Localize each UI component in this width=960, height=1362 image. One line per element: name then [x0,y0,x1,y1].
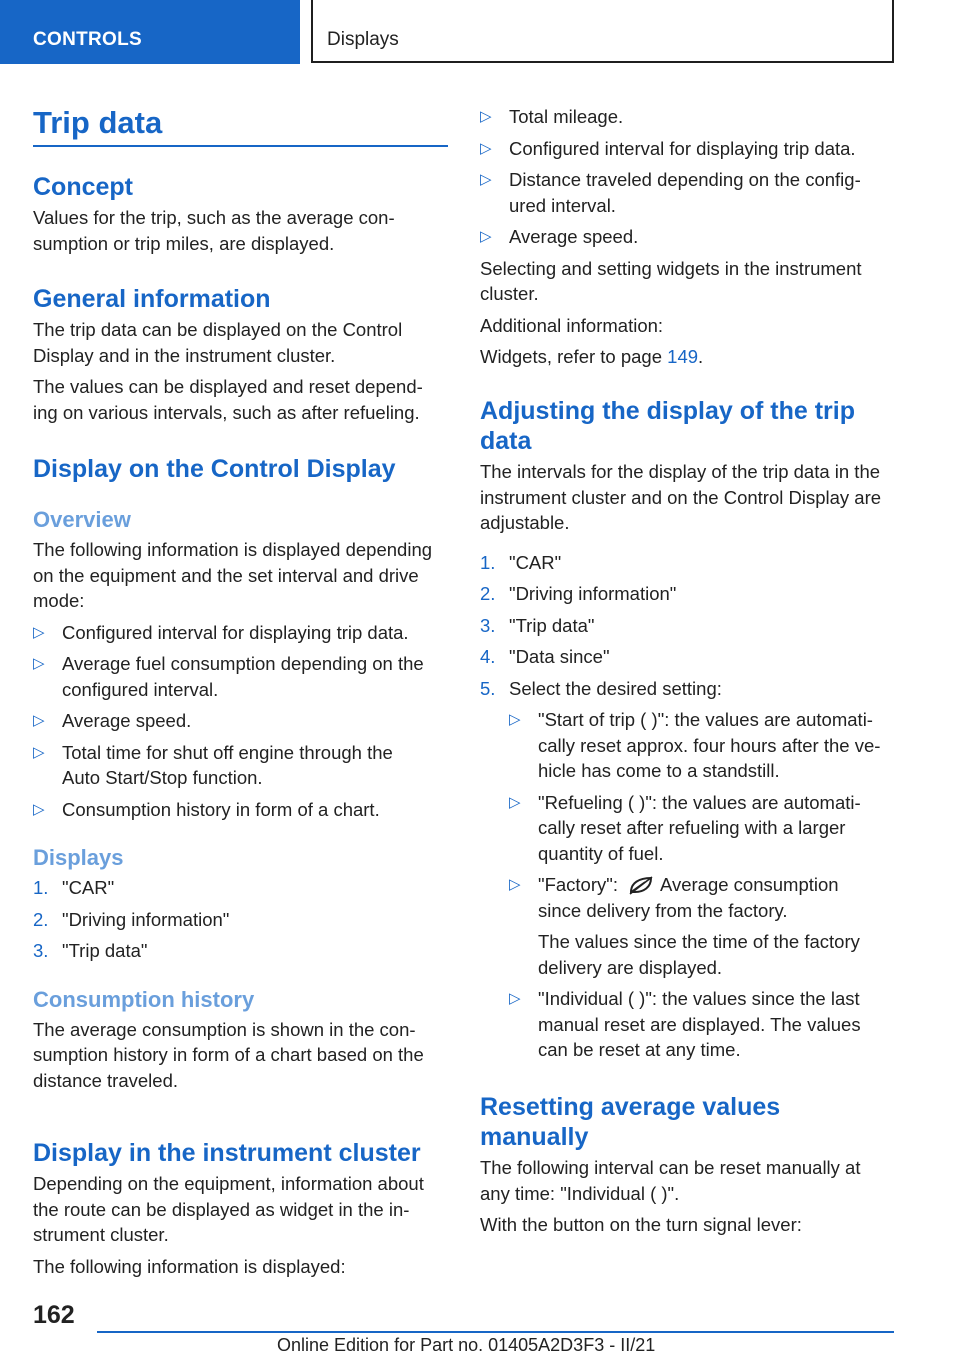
displays-heading: Displays [33,845,124,870]
footer-rule [97,1331,894,1333]
step-item: 2. "Driving information" [480,583,677,604]
step-item: 1. "CAR" [480,551,562,573]
setting-options [480,707,900,1063]
section-tab [0,0,300,64]
overview-text: The following information is displayed depending on the equipment and the set interval and drive mode: [33,539,433,611]
displays-steps [33,875,453,964]
list-item: ▷ "Refueling ( )": the values are automati- cally reset after refueling with a larger quantity of fuel. [509,791,861,864]
reset-text-1: The following interval can be reset manually at any time: "Individual ( )". [480,1157,861,1204]
triangle-bullet-icon: ▷ [480,108,492,125]
overview-bullet-list [33,620,453,823]
reset-heading: Resetting average values manually [480,1093,781,1151]
general-text-1: The trip data can be displayed on the Control Display and in the instrument cluster. [33,319,403,366]
adjust-heading: Adjusting the display of the trip data [480,397,855,455]
triangle-bullet-icon: ▷ [509,793,521,811]
triangle-bullet-icon: ▷ [480,139,492,157]
cluster-heading: Display in the instrument cluster [33,1139,421,1167]
consumption-history-heading: Consumption history [33,986,255,1012]
list-item: ▷ Average speed. [33,708,453,734]
step-item: 3. "Trip data" [480,614,595,636]
chapter-label: Displays [327,29,399,50]
general-text-2: The values can be displayed and reset depend- ing on various intervals, such as after refueling. [33,376,423,423]
section-label: CONTROLS [33,29,143,50]
cluster-text-2: The following information is displayed: [33,1255,346,1277]
triangle-bullet-icon: ▷ [33,655,45,672]
list-item: ▷ Consumption history in form of a chart. [33,797,453,823]
concept-heading: Concept [33,173,133,201]
page-title: Trip data [33,105,163,140]
list-item: ▷ Configured interval for displaying trip data. [480,136,900,162]
list-item: ▷ "Factory": Average consumption since delivery from the factory. The values since the time of the factory delivery are displayed. [509,872,900,980]
reset-text-2: With the button on the turn signal lever: [480,1214,802,1235]
list-item: ▷ Total mileage. [480,104,900,130]
list-item: ▷ Average fuel consumption depending on the configured interval. [33,653,424,700]
title-rule [33,145,448,147]
widgets-text: Selecting and setting widgets in the instrument cluster. [480,257,862,304]
triangle-bullet-icon: ▷ [480,228,492,245]
adjust-text: The intervals for the display of the trip data in the instrument cluster and on the Control Display are adjustable. [480,461,882,533]
adjust-section [480,396,900,1063]
triangle-bullet-icon: ▷ [33,743,45,761]
step-item: 5. Select the desired setting: [480,677,722,699]
eco-leaf-icon [628,875,654,895]
list-item: ▷ Configured interval for displaying trip data. [33,620,453,646]
page-link[interactable]: 149 [667,346,699,367]
list-item: ▷ "Individual ( )": the values since the last manual reset are displayed. The values can be reset at any time. [509,988,861,1060]
step-item: 3. "Trip data" [33,940,148,961]
list-item: ▷ Average speed. [480,224,900,250]
step-item: 1. "CAR" [33,877,115,898]
page-reference: Widgets, refer to page 149. [480,346,704,367]
general-heading: General information [33,285,271,313]
control-display-heading: Display on the Control Display [33,455,396,483]
reset-section [480,1092,900,1238]
triangle-bullet-icon: ▷ [33,623,45,641]
triangle-bullet-icon: ▷ [480,171,492,188]
list-item: ▷ Distance traveled depending on the config- ured interval. [480,169,861,216]
general-section [33,284,448,425]
edition-text: Online Edition for Part no. 01405A2D3F3 - II/21 [277,1335,656,1355]
adjust-steps [480,550,900,1063]
list-item: ▷ Total time for shut off engine through the Auto Start/Stop function. [33,741,393,788]
step-item: 4. "Data since" [480,646,610,667]
cluster-bullet-list [480,104,900,370]
factory-note: The values since the time of the factory delivery are displayed. [538,931,860,978]
overview-heading: Overview [33,507,131,532]
cluster-text-1: Depending on the equipment, information about the route can be displayed as widget in the in- strument cluster. [33,1173,424,1245]
triangle-bullet-icon: ▷ [509,876,521,893]
concept-text: Values for the trip, such as the average con- sumption or trip miles, are displayed. [33,207,395,254]
chapter-tab [311,0,894,63]
cluster-section [33,1138,453,1279]
consumption-history-text: The average consumption is shown in the con- sumption history in form of a chart based on the distance traveled. [33,1018,424,1091]
additional-info-label: Additional information: [480,314,664,336]
triangle-bullet-icon: ▷ [509,990,521,1007]
step-item: 2. "Driving information" [33,908,230,930]
control-display-section [33,454,453,1093]
page-number: 162 [33,1301,75,1329]
list-item: ▷ "Start of trip ( )": the values are automati- cally reset approx. four hours after the ve- hicle has come to a standstill. [509,709,881,781]
triangle-bullet-icon: ▷ [509,711,521,728]
triangle-bullet-icon: ▷ [33,712,45,729]
triangle-bullet-icon: ▷ [33,800,45,818]
concept-section [33,172,448,256]
